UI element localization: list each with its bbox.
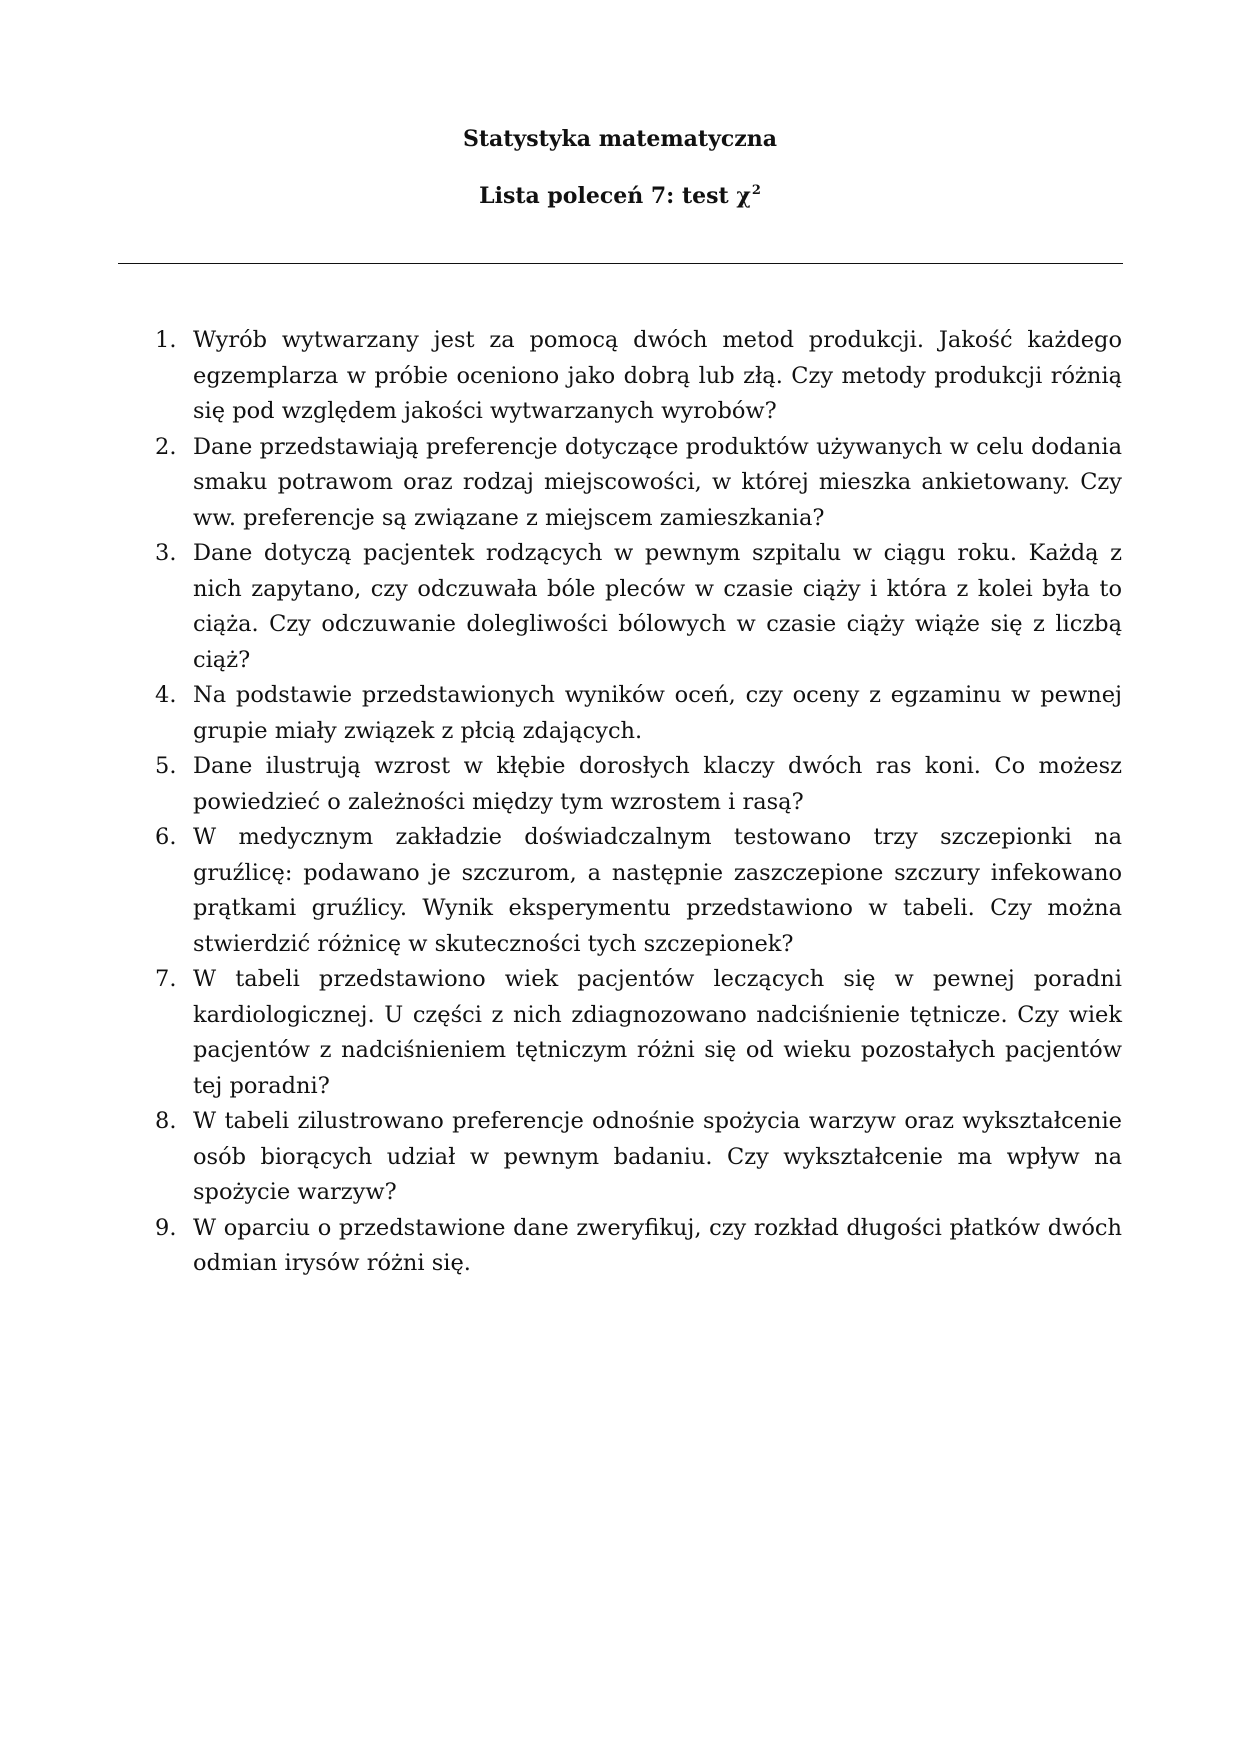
task-text: Dane przedstawiają preferencje dotyczące produktów używanych w celu dodania smaku potrawom oraz rodzaj miejscowości, w której mieszka ankietowany. Czy ww. preferencje są związane z miejscem zamieszkania? xyxy=(193,433,1122,531)
task-item-3 xyxy=(140,536,1122,678)
chi-exponent: 2 xyxy=(751,183,761,198)
task-item-5 xyxy=(140,749,1122,820)
task-number: 3. xyxy=(155,540,177,566)
task-number: 8. xyxy=(155,1108,177,1134)
task-text: W tabeli zilustrowano preferencje odnośnie spożycia warzyw oraz wykształcenie osób biorących udział w pewnym badaniu. Czy wykształcenie ma wpływ na spożycie warzyw? xyxy=(193,1108,1122,1205)
task-text: Na podstawie przedstawionych wyników oceń, czy oceny z egzaminu w pewnej grupie miały związek z płcią zdających. xyxy=(193,682,1122,744)
task-number: 7. xyxy=(155,966,177,992)
task-item-2 xyxy=(140,430,1122,537)
task-number: 6. xyxy=(155,824,177,850)
task-text: W tabeli przedstawiono wiek pacjentów leczących się w pewnej poradni kardiologicznej. U części z nich zdiagnozowano nadciśnienie tętnicze. Czy wiek pacjentów z nadciśnieniem tętniczym różni się od wieku pozostałych pacjentów tej poradni? xyxy=(193,966,1122,1099)
task-text: W medycznym zakładzie doświadczalnym testowano trzy szczepionki na gruźlicę: podawano je szczurom, a następnie zaszczepione szczury infekowano prątkami gruźlicy. Wynik eksperymentu przedstawiono w tabeli. Czy można stwierdzić różnicę w skuteczności tych szczepionek? xyxy=(193,824,1122,957)
task-item-1 xyxy=(140,323,1122,430)
task-list xyxy=(140,323,1122,1282)
task-text: Wyrób wytwarzany jest za pomocą dwóch metod produkcji. Jakość każdego egzemplarza w próbie oceniono jako dobrą lub złą. Czy metody produkcji różnią się pod względem jakości wytwarzanych wyrobów? xyxy=(193,327,1122,424)
horizontal-divider xyxy=(118,263,1123,264)
task-item-8 xyxy=(140,1104,1122,1211)
task-item-9 xyxy=(140,1211,1122,1282)
task-text: Dane ilustrują wzrost w kłębie dorosłych klaczy dwóch ras koni. Co możesz powiedzieć o zależności między tym wzrostem i rasą? xyxy=(193,753,1122,815)
task-number: 2. xyxy=(155,433,177,460)
document-subtitle xyxy=(0,176,1240,211)
task-text: Dane dotyczą pacjentek rodzących w pewnym szpitalu w ciągu roku. Każdą z nich zapytano, czy odczuwała bóle pleców w czasie ciąży i która z kolei była to ciąża. Czy odczuwanie dolegliwości bólowych w czasie ciąży wiąże się z liczbą ciąż? xyxy=(193,540,1122,673)
task-text: W oparciu o przedstawione dane zweryfikuj, czy rozkład długości płatków dwóch odmian irysów różni się. xyxy=(193,1214,1122,1276)
task-number: 4. xyxy=(155,682,177,708)
document-title: Statystyka matematyczna xyxy=(462,126,778,152)
chi-squared-symbol xyxy=(736,183,761,209)
task-number: 5. xyxy=(155,753,177,779)
task-item-6 xyxy=(140,820,1122,962)
chi-symbol: χ xyxy=(736,183,751,209)
task-item-7 xyxy=(140,962,1122,1104)
task-item-4 xyxy=(140,678,1122,749)
subtitle-text: Lista poleceń 7: test xyxy=(479,183,737,209)
task-number: 1. xyxy=(155,327,177,353)
task-number: 9. xyxy=(155,1214,177,1241)
